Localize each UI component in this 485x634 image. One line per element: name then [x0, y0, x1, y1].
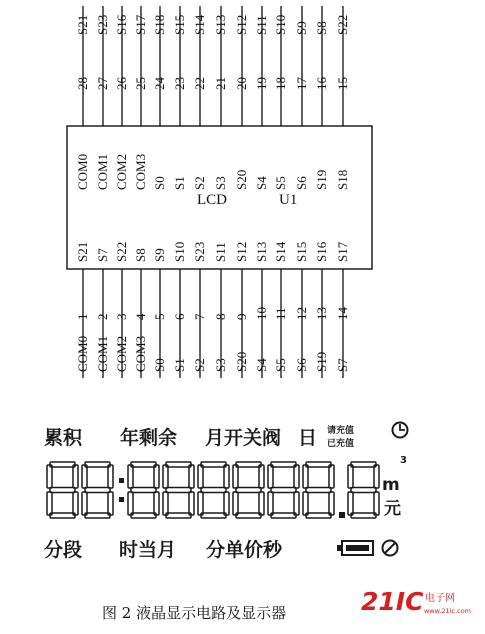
figure-caption: 图 2 液晶显示电路及显示器 [102, 604, 287, 622]
pin-signal-label: COM1 [95, 335, 110, 372]
pin-number: 10 [254, 307, 269, 320]
pin-number: 28 [75, 77, 90, 90]
pin-signal-label: S2 [192, 358, 207, 372]
digit-8 [47, 462, 78, 518]
pin-number: 23 [172, 77, 187, 90]
pin-signal-label: S20 [234, 351, 249, 372]
seven-segment-digits [47, 462, 379, 518]
lcd-schematic [67, 6, 372, 378]
watermark-logo [361, 587, 471, 616]
top-pin-row [75, 6, 350, 190]
pin-signal-label: S14 [192, 14, 207, 35]
lcd-segment-display [44, 423, 408, 562]
pin-signal-label: S0 [152, 358, 167, 372]
pin-signal-label: COM3 [133, 335, 148, 372]
pin-signal-label: S19 [314, 351, 329, 372]
pin-signal-label: S5 [273, 358, 288, 372]
pin-number: 15 [335, 77, 350, 90]
digit-8 [233, 462, 264, 518]
digit-colon [119, 478, 124, 502]
pin-number: 17 [294, 77, 309, 90]
pin-number: 3 [114, 313, 129, 320]
pin-signal-label: S8 [314, 21, 329, 35]
pin-number: 16 [314, 77, 329, 90]
pin-number: 20 [234, 77, 249, 90]
digit-8 [128, 462, 159, 518]
pin-number: 18 [273, 77, 288, 90]
digit-decimal-point [339, 512, 345, 518]
digit-8 [198, 462, 229, 518]
pin-inner-label: S14 [273, 241, 288, 262]
pin-inner-label: S22 [114, 241, 129, 262]
pin-signal-label: S16 [114, 14, 129, 35]
pin-inner-label: S19 [314, 169, 329, 190]
pin-signal-label: S7 [335, 358, 350, 372]
chip-ref: U1 [279, 192, 298, 208]
label-month-valve: 月开关阀 [205, 427, 282, 449]
pin-signal-label: S10 [273, 14, 288, 35]
pin-number: 1 [75, 313, 90, 320]
pin-inner-label: S17 [335, 241, 350, 262]
pin-signal-label: S17 [133, 14, 148, 35]
pin-number: 11 [273, 307, 288, 320]
pin-inner-label: S15 [294, 241, 309, 262]
pin-signal-label: COM0 [75, 335, 90, 372]
unit-cubic-meter: m [382, 475, 400, 495]
label-refilled: 已充值 [327, 439, 355, 449]
pin-number: 7 [192, 313, 207, 320]
pin-number: 5 [152, 313, 167, 320]
watermark-url: www.21ic.com [424, 607, 472, 615]
pin-inner-label: COM0 [75, 153, 90, 190]
pin-signal-label: S9 [294, 21, 309, 35]
label-year-remaining: 年剩余 [120, 427, 178, 449]
pin-inner-label: S21 [75, 241, 90, 262]
pin-inner-label: S11 [213, 242, 228, 262]
pin-number: 8 [213, 313, 228, 320]
pin-number: 21 [213, 77, 228, 90]
pin-number: 19 [254, 77, 269, 90]
pin-signal-label: S3 [213, 358, 228, 372]
pin-inner-label: COM2 [114, 153, 129, 190]
pin-signal-label: S21 [75, 14, 90, 35]
digit-8 [163, 462, 194, 518]
unit-cubic-sup: 3 [400, 455, 407, 466]
watermark-sub: 电子网 [425, 593, 455, 604]
pin-number: 25 [133, 77, 148, 90]
digit-8 [303, 462, 334, 518]
digit-8 [82, 462, 113, 518]
label-day: 日 [298, 427, 318, 449]
pin-number: 13 [314, 307, 329, 320]
label-hour-month: 时当月 [119, 539, 177, 561]
digit-8 [268, 462, 299, 518]
battery-icon [337, 541, 373, 555]
pin-inner-label: S6 [294, 176, 309, 190]
pin-inner-label: S0 [152, 176, 167, 190]
label-please-refill: 请充值 [327, 426, 355, 436]
pin-signal-label: S12 [234, 14, 249, 35]
unit-yuan: 元 [384, 499, 401, 519]
pin-inner-label: S3 [213, 176, 228, 190]
pin-inner-label: S23 [192, 241, 207, 262]
pin-number: 24 [152, 77, 167, 90]
pin-number: 22 [192, 77, 207, 90]
pin-signal-label: S6 [294, 358, 309, 372]
pin-inner-label: S8 [133, 248, 148, 262]
label-accumulate: 累积 [44, 427, 83, 449]
pin-signal-label: S4 [254, 358, 269, 372]
pin-inner-label: S13 [254, 241, 269, 262]
pin-number: 12 [294, 307, 309, 320]
pin-inner-label: S7 [95, 248, 110, 262]
digit-8 [348, 462, 379, 518]
pin-inner-label: S9 [152, 248, 167, 262]
pin-signal-label: S23 [95, 14, 110, 35]
label-segment: 分段 [44, 539, 83, 561]
pin-inner-label: S12 [234, 241, 249, 262]
pin-inner-label: S10 [172, 241, 187, 262]
pin-number: 4 [133, 313, 148, 320]
pin-number: 27 [95, 77, 110, 90]
pin-signal-label: S1 [172, 358, 187, 372]
pin-signal-label: COM2 [114, 335, 129, 372]
watermark-main: 21IC [361, 587, 424, 616]
pin-inner-label: S4 [254, 176, 269, 190]
pin-signal-label: S18 [152, 14, 167, 35]
bottom-pin-row [75, 241, 350, 378]
label-minute-price-second: 分单价秒 [206, 539, 283, 561]
pin-inner-label: COM3 [133, 153, 148, 190]
pin-number: 6 [172, 313, 187, 320]
pin-signal-label: S22 [335, 14, 350, 35]
pin-inner-label: COM1 [95, 153, 110, 190]
clock-icon [393, 423, 408, 438]
pin-inner-label: S5 [273, 176, 288, 190]
pin-number: 26 [114, 77, 129, 90]
pin-number: 14 [335, 307, 350, 320]
pin-inner-label: S2 [192, 176, 207, 190]
chip-label: LCD [197, 192, 227, 208]
pin-inner-label: S16 [314, 241, 329, 262]
pin-signal-label: S11 [254, 15, 269, 35]
pin-inner-label: S1 [172, 176, 187, 190]
pin-inner-label: S20 [234, 169, 249, 190]
pin-signal-label: S15 [172, 14, 187, 35]
pin-signal-label: S13 [213, 14, 228, 35]
pin-number: 2 [95, 313, 110, 320]
pin-inner-label: S18 [335, 169, 350, 190]
pin-number: 9 [234, 313, 249, 320]
valve-closed-icon [383, 541, 398, 556]
